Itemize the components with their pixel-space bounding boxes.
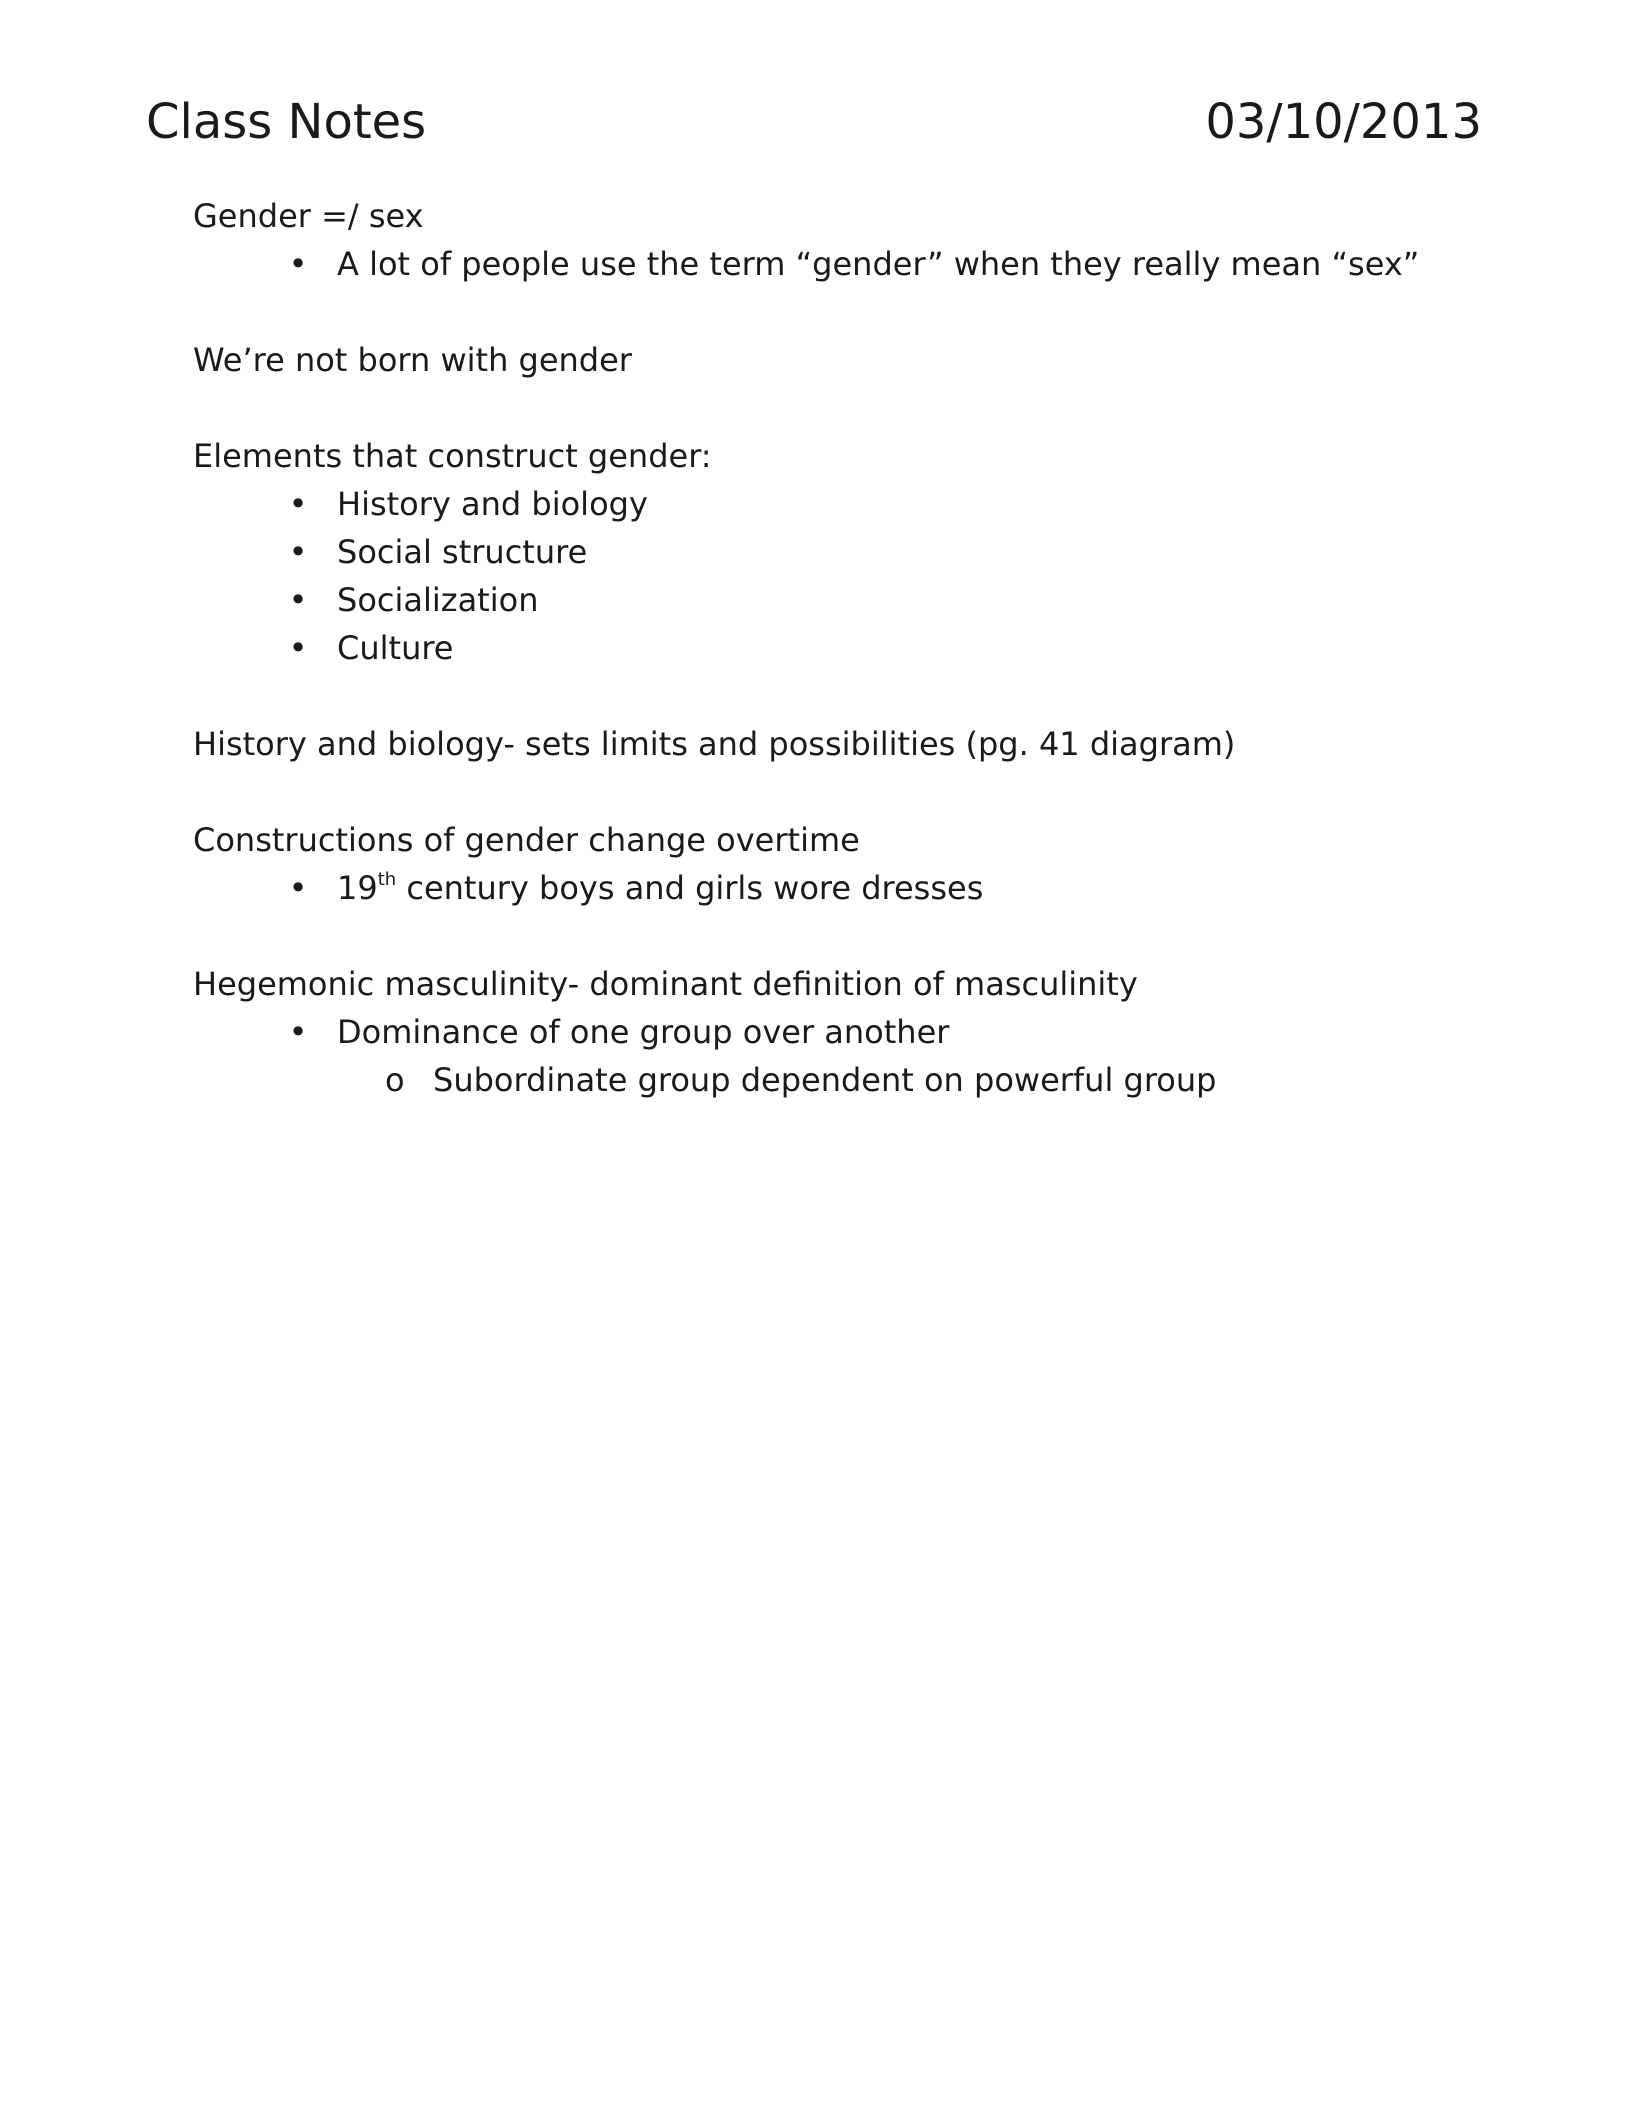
bullet-icon: • bbox=[288, 533, 308, 571]
list-item bbox=[193, 528, 1493, 576]
bullet-icon: • bbox=[288, 629, 308, 667]
bullet-icon: • bbox=[288, 1013, 308, 1051]
list-item bbox=[193, 864, 1493, 912]
bullet-icon: • bbox=[288, 869, 308, 907]
section-heading-hegemonic: Hegemonic masculinity- dominant definition of masculinity bbox=[193, 965, 1138, 1003]
bullet-list-elements bbox=[193, 480, 1493, 672]
bullet-list-constructions bbox=[193, 864, 1493, 912]
list-item bbox=[193, 480, 1493, 528]
sub-bullet-list bbox=[337, 1056, 1493, 1104]
list-item-text: Culture bbox=[337, 629, 454, 667]
list-item-text: Socialization bbox=[337, 581, 539, 619]
list-item bbox=[193, 624, 1493, 672]
ordinal-suffix: th bbox=[377, 869, 397, 890]
section-heading-gender-sex: Gender =/ sex bbox=[193, 197, 424, 235]
notes-body bbox=[193, 192, 1493, 1104]
list-item-text: A lot of people use the term “gender” when they really mean “sex” bbox=[337, 245, 1420, 283]
bullet-icon: • bbox=[288, 485, 308, 523]
page-title: Class Notes bbox=[146, 94, 427, 150]
list-item-text: Dominance of one group over another bbox=[337, 1013, 950, 1051]
list-item-text: History and biology bbox=[337, 485, 648, 523]
list-item-text bbox=[337, 869, 983, 907]
list-item bbox=[193, 576, 1493, 624]
century-text: century boys and girls wore dresses bbox=[396, 869, 984, 907]
page-date: 03/10/2013 bbox=[1205, 94, 1482, 150]
sub-list-item bbox=[337, 1056, 1493, 1104]
section-heading-not-born: We’re not born with gender bbox=[193, 341, 632, 379]
bullet-list-hegemonic bbox=[193, 1008, 1493, 1104]
sub-bullet-icon: o bbox=[385, 1061, 405, 1099]
section-heading-history-biology: History and biology- sets limits and possibilities (pg. 41 diagram) bbox=[193, 725, 1236, 763]
list-item bbox=[193, 1008, 1493, 1104]
list-item bbox=[193, 240, 1493, 288]
list-item-text: Social structure bbox=[337, 533, 588, 571]
sub-list-item-text: Subordinate group dependent on powerful group bbox=[433, 1061, 1217, 1099]
section-heading-constructions: Constructions of gender change overtime bbox=[193, 821, 860, 859]
bullet-icon: • bbox=[288, 581, 308, 619]
century-number: 19 bbox=[337, 869, 378, 907]
page-header bbox=[146, 92, 1482, 152]
bullet-list-gender-sex bbox=[193, 240, 1493, 288]
section-heading-elements: Elements that construct gender: bbox=[193, 437, 712, 475]
bullet-icon: • bbox=[288, 245, 308, 283]
